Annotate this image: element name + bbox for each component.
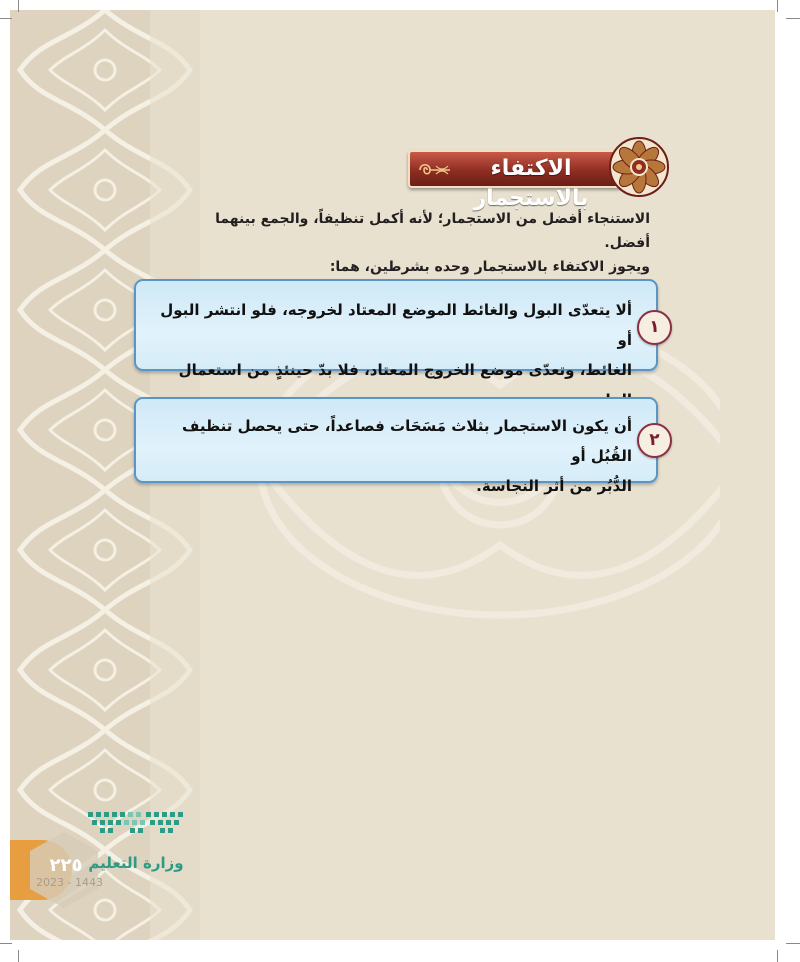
crop-mark	[777, 0, 778, 12]
condition-2-line-2: الدُّبُر من أثر النجاسة.	[476, 477, 632, 495]
crop-mark	[0, 943, 12, 944]
intro-line-1: الاستنجاء أفضل من الاستجمار؛ لأنه أكمل تنظيفاً، والجمع بينهما أفضل.	[215, 211, 650, 251]
crop-mark	[18, 0, 19, 12]
section-heading	[408, 136, 668, 211]
crop-mark	[786, 18, 800, 19]
edition-year: 2023 - 1443	[36, 876, 103, 889]
condition-text-2	[156, 411, 632, 501]
condition-1-line-2: الغائط، وتعدّى موضع الخروج المعتاد، فلا بدّ حينئذٍ من استعمال	[178, 361, 632, 379]
dot-pattern-logo-icon	[86, 810, 186, 838]
crop-mark	[786, 943, 800, 944]
crop-mark	[777, 950, 778, 962]
heading-title: الاكتفاء بالاستجمار	[473, 156, 589, 211]
ministry-logo	[86, 810, 186, 880]
condition-1-line-1: ألا يتعدّى البول والغائط الموضع المعتاد لخروجه، فلو انتشر البول أو	[160, 301, 632, 349]
book-page	[10, 10, 775, 940]
condition-card-1	[134, 279, 658, 379]
crop-mark	[18, 950, 19, 962]
intro-line-2: ويجوز الاكتفاء بالاستجمار وحده بشرطين، هما:	[329, 259, 650, 275]
condition-number-badge-1: ١	[637, 310, 672, 345]
condition-card-2	[134, 397, 658, 495]
medallion-ornament-icon	[608, 136, 670, 198]
page-number: ٢٢٥	[49, 855, 83, 876]
crop-mark	[0, 18, 12, 19]
condition-number-badge-2: ٢	[637, 423, 672, 458]
condition-2-line-1: أن يكون الاستجمار بثلاث مَسَحَات فصاعداً، حتى يحصل تنظيف القُبُل أو	[182, 417, 632, 465]
ministry-name: وزارة التعليم	[88, 854, 184, 872]
heading-banner	[408, 150, 622, 211]
intro-paragraph	[190, 207, 650, 279]
